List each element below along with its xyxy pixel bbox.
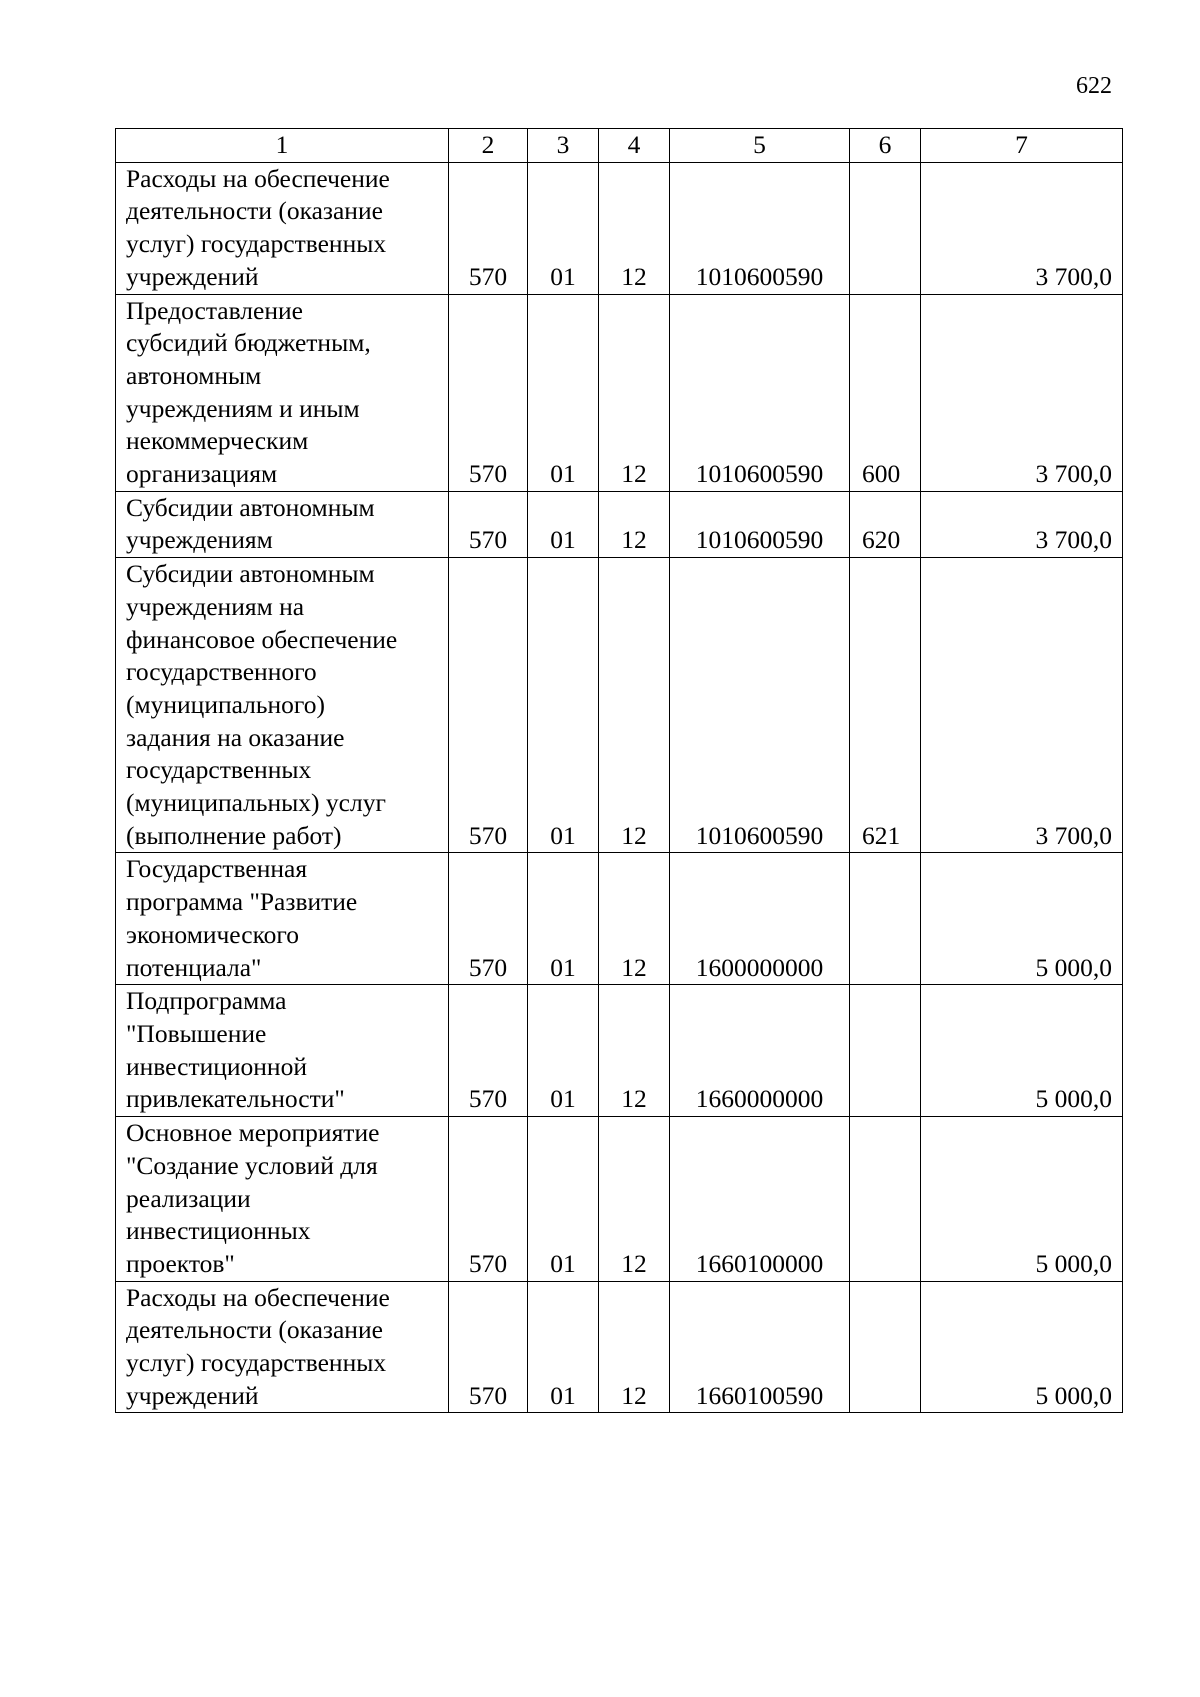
row-amount: 3 700,0 (921, 558, 1123, 853)
row-name: Субсидии автономным учреждениям (116, 491, 449, 557)
row-name: Государственная программа "Развитие экономического потенциала" (116, 853, 449, 985)
row-subsection: 12 (599, 162, 670, 294)
row-target-code: 1660100590 (670, 1281, 850, 1413)
row-subsection: 12 (599, 491, 670, 557)
row-section: 01 (528, 162, 599, 294)
table-row (116, 491, 1123, 557)
row-amount: 3 700,0 (921, 294, 1123, 491)
row-expense-type: 600 (850, 294, 921, 491)
row-subsection: 12 (599, 558, 670, 853)
row-ministry-code: 570 (449, 985, 528, 1117)
row-expense-type: 621 (850, 558, 921, 853)
row-amount: 5 000,0 (921, 853, 1123, 985)
row-name: Подпрограмма "Повышение инвестиционной привлекательности" (116, 985, 449, 1117)
row-expense-type (850, 853, 921, 985)
row-target-code: 1010600590 (670, 491, 850, 557)
row-target-code: 1010600590 (670, 294, 850, 491)
row-subsection: 12 (599, 1281, 670, 1413)
row-expense-type: 620 (850, 491, 921, 557)
row-ministry-code: 570 (449, 1281, 528, 1413)
column-header-7: 7 (921, 129, 1123, 163)
row-amount: 5 000,0 (921, 1281, 1123, 1413)
column-header-5: 5 (670, 129, 850, 163)
row-expense-type (850, 1281, 921, 1413)
row-target-code: 1010600590 (670, 558, 850, 853)
table-row (116, 558, 1123, 853)
row-ministry-code: 570 (449, 558, 528, 853)
row-name: Предоставление субсидий бюджетным, автономным учреждениям и иным некоммерческим организациям (116, 294, 449, 491)
row-target-code: 1660000000 (670, 985, 850, 1117)
row-target-code: 1010600590 (670, 162, 850, 294)
row-expense-type (850, 162, 921, 294)
row-ministry-code: 570 (449, 853, 528, 985)
budget-table (115, 128, 1123, 1413)
row-subsection: 12 (599, 294, 670, 491)
row-expense-type (850, 985, 921, 1117)
row-name: Субсидии автономным учреждениям на финансовое обеспечение государственного (муниципального) задания на оказание государственных (муниципальных) услуг (выполнение работ) (116, 558, 449, 853)
column-header-6: 6 (850, 129, 921, 163)
row-amount: 3 700,0 (921, 162, 1123, 294)
row-subsection: 12 (599, 853, 670, 985)
row-target-code: 1600000000 (670, 853, 850, 985)
row-subsection: 12 (599, 1117, 670, 1282)
row-section: 01 (528, 294, 599, 491)
row-name: Расходы на обеспечение деятельности (оказание услуг) государственных учреждений (116, 1281, 449, 1413)
row-expense-type (850, 1117, 921, 1282)
column-header-2: 2 (449, 129, 528, 163)
row-section: 01 (528, 1281, 599, 1413)
row-section: 01 (528, 1117, 599, 1282)
column-header-4: 4 (599, 129, 670, 163)
row-name: Расходы на обеспечение деятельности (оказание услуг) государственных учреждений (116, 162, 449, 294)
row-section: 01 (528, 853, 599, 985)
row-subsection: 12 (599, 985, 670, 1117)
row-section: 01 (528, 558, 599, 853)
row-section: 01 (528, 985, 599, 1117)
row-amount: 5 000,0 (921, 985, 1123, 1117)
row-ministry-code: 570 (449, 162, 528, 294)
row-ministry-code: 570 (449, 294, 528, 491)
row-name: Основное мероприятие "Создание условий для реализации инвестиционных проектов" (116, 1117, 449, 1282)
page-number: 622 (1076, 73, 1112, 99)
row-amount: 3 700,0 (921, 491, 1123, 557)
table-row (116, 162, 1123, 294)
table-row (116, 985, 1123, 1117)
table-row (116, 853, 1123, 985)
row-target-code: 1660100000 (670, 1117, 850, 1282)
table-row (116, 1117, 1123, 1282)
column-header-3: 3 (528, 129, 599, 163)
table-header-row (116, 129, 1123, 163)
column-header-1: 1 (116, 129, 449, 163)
row-ministry-code: 570 (449, 1117, 528, 1282)
row-amount: 5 000,0 (921, 1117, 1123, 1282)
table-row (116, 1281, 1123, 1413)
row-ministry-code: 570 (449, 491, 528, 557)
row-section: 01 (528, 491, 599, 557)
table-row (116, 294, 1123, 491)
